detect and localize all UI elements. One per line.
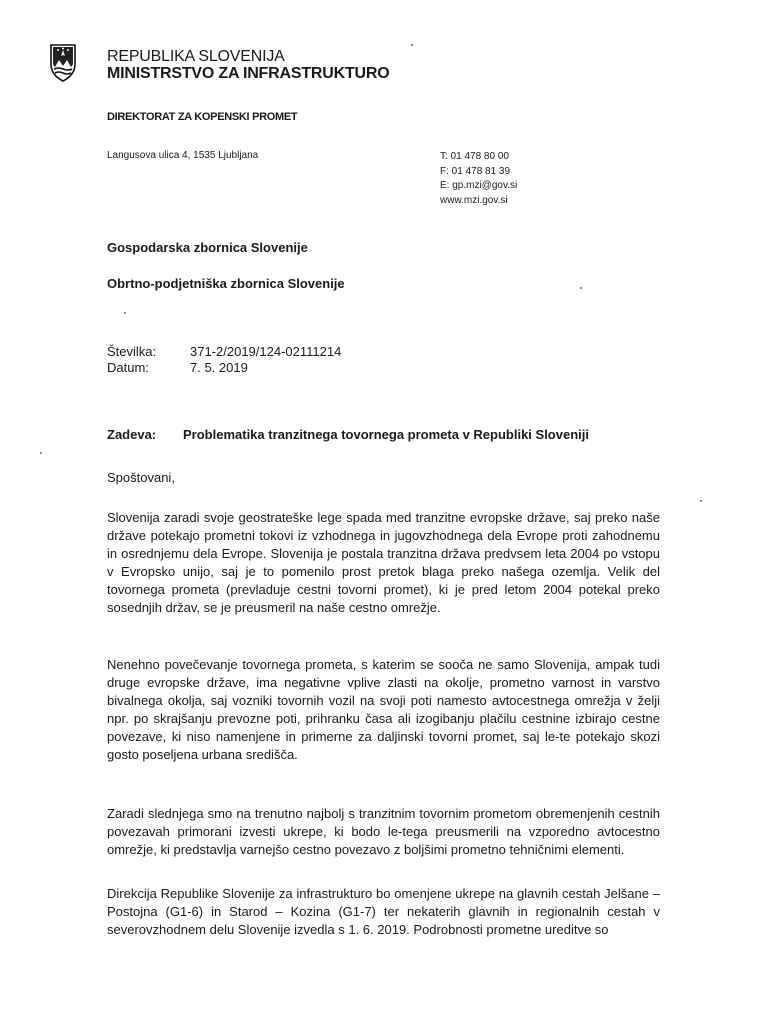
document-meta [107,344,341,376]
document-date: 7. 5. 2019 [190,360,248,375]
scan-speck [124,312,126,314]
recipient-2: Obrtno-podjetniška zbornica Slovenije [107,276,345,291]
contact-block [440,150,517,208]
paragraph-3: Zaradi slednjega smo na trenutno najbolj s tranzitnim tovornim prometom obremenjenih cestnih povezavah primorani izvesti ukrepe, ki bodo le-tega preusmerili na vzporedno avtocestno omrežje, ki predstavlja varnejšo cestno povezavo z boljšimi prometno tehničnimi elementi. [107,806,660,857]
website: www.mzi.gov.si [440,194,508,206]
paragraph-1: Slovenija zaradi svoje geostrateške lege spada med tranzitne evropske države, saj preko naše države potekajo prometni tokovi iz vzhodnega in jugovzhodnega dela Evrope proti zahodnemu in osrednjemu dela Evrope. Slovenija je postala tranzitna država predvsem leta 2004 po vstopu v Evropsko unijo, saj je to pomenilo prost pretok blaga preko našega ozemlja. Velik del tovornega prometa (prevladuje cestni tovorni promet), ki je pred letom 2004 potekal preko sosednjih držav, se je preusmeril na naše cestno omrežje. [107,510,660,615]
recipient-1: Gospodarska zbornica Slovenije [107,240,308,255]
greeting: Spoštovani, [107,470,175,485]
address: Langusova ulica 4, 1535 Ljubljana [107,150,259,161]
scan-speck [700,500,702,502]
scan-speck [411,44,413,46]
email: E: gp.mzi@gov.si [440,180,518,191]
scan-speck [580,287,582,289]
paragraph-2: Nenehno povečevanje tovornega prometa, s katerim se sooča ne samo Slovenija, ampak tudi druge evropske države, ima negativne vplive zlasti na okolje, prometno varnost in varstvo bivalnega okolja, saj vozniki tovornih vozil na svoji poti namesto avtocestnega omrežja v želji npr. po skrajšanju prevozne poti, prihranku časa ali izogibanju plačilu cestnine izbirajo cestne povezave, ki niso namenjene in primerne za daljinski tovorni promet, saj le-te potekajo skozi gosto poseljena urbana središča. [107,657,660,762]
subject-label: Zadeva: [107,427,157,442]
number-label: Številka: [107,344,157,359]
phone: T: 01 478 80 00 [440,151,509,162]
scan-speck [40,452,42,454]
date-label: Datum: [107,360,149,375]
document-number: 371-2/2019/124-02111214 [190,344,342,359]
subject-line [107,427,589,442]
paragraph-4: Direkcija Republike Slovenije za infrastrukturo bo omenjene ukrepe na glavnih cestah Jelšane – Postojna (G1-6) in Starod – Kozina (G1-7) ter nekaterih glavnih in regionalnih cestah v severovzhodnem delu Slovenije izvedla s 1. 6. 2019. Podrobnosti prometne ureditve so [107,886,660,937]
directorate: DIREKTORAT ZA KOPENSKI PROMET [107,111,298,123]
org-line-2: MINISTRSTVO ZA INFRASTRUKTURO [107,65,390,82]
org-line-1: REPUBLIKA SLOVENIJA [107,48,285,65]
coat-of-arms-icon [50,44,76,82]
fax: F: 01 478 81 39 [440,165,511,177]
subject-text: Problematika tranzitnega tovornega prometa v Republiki Sloveniji [183,427,589,442]
